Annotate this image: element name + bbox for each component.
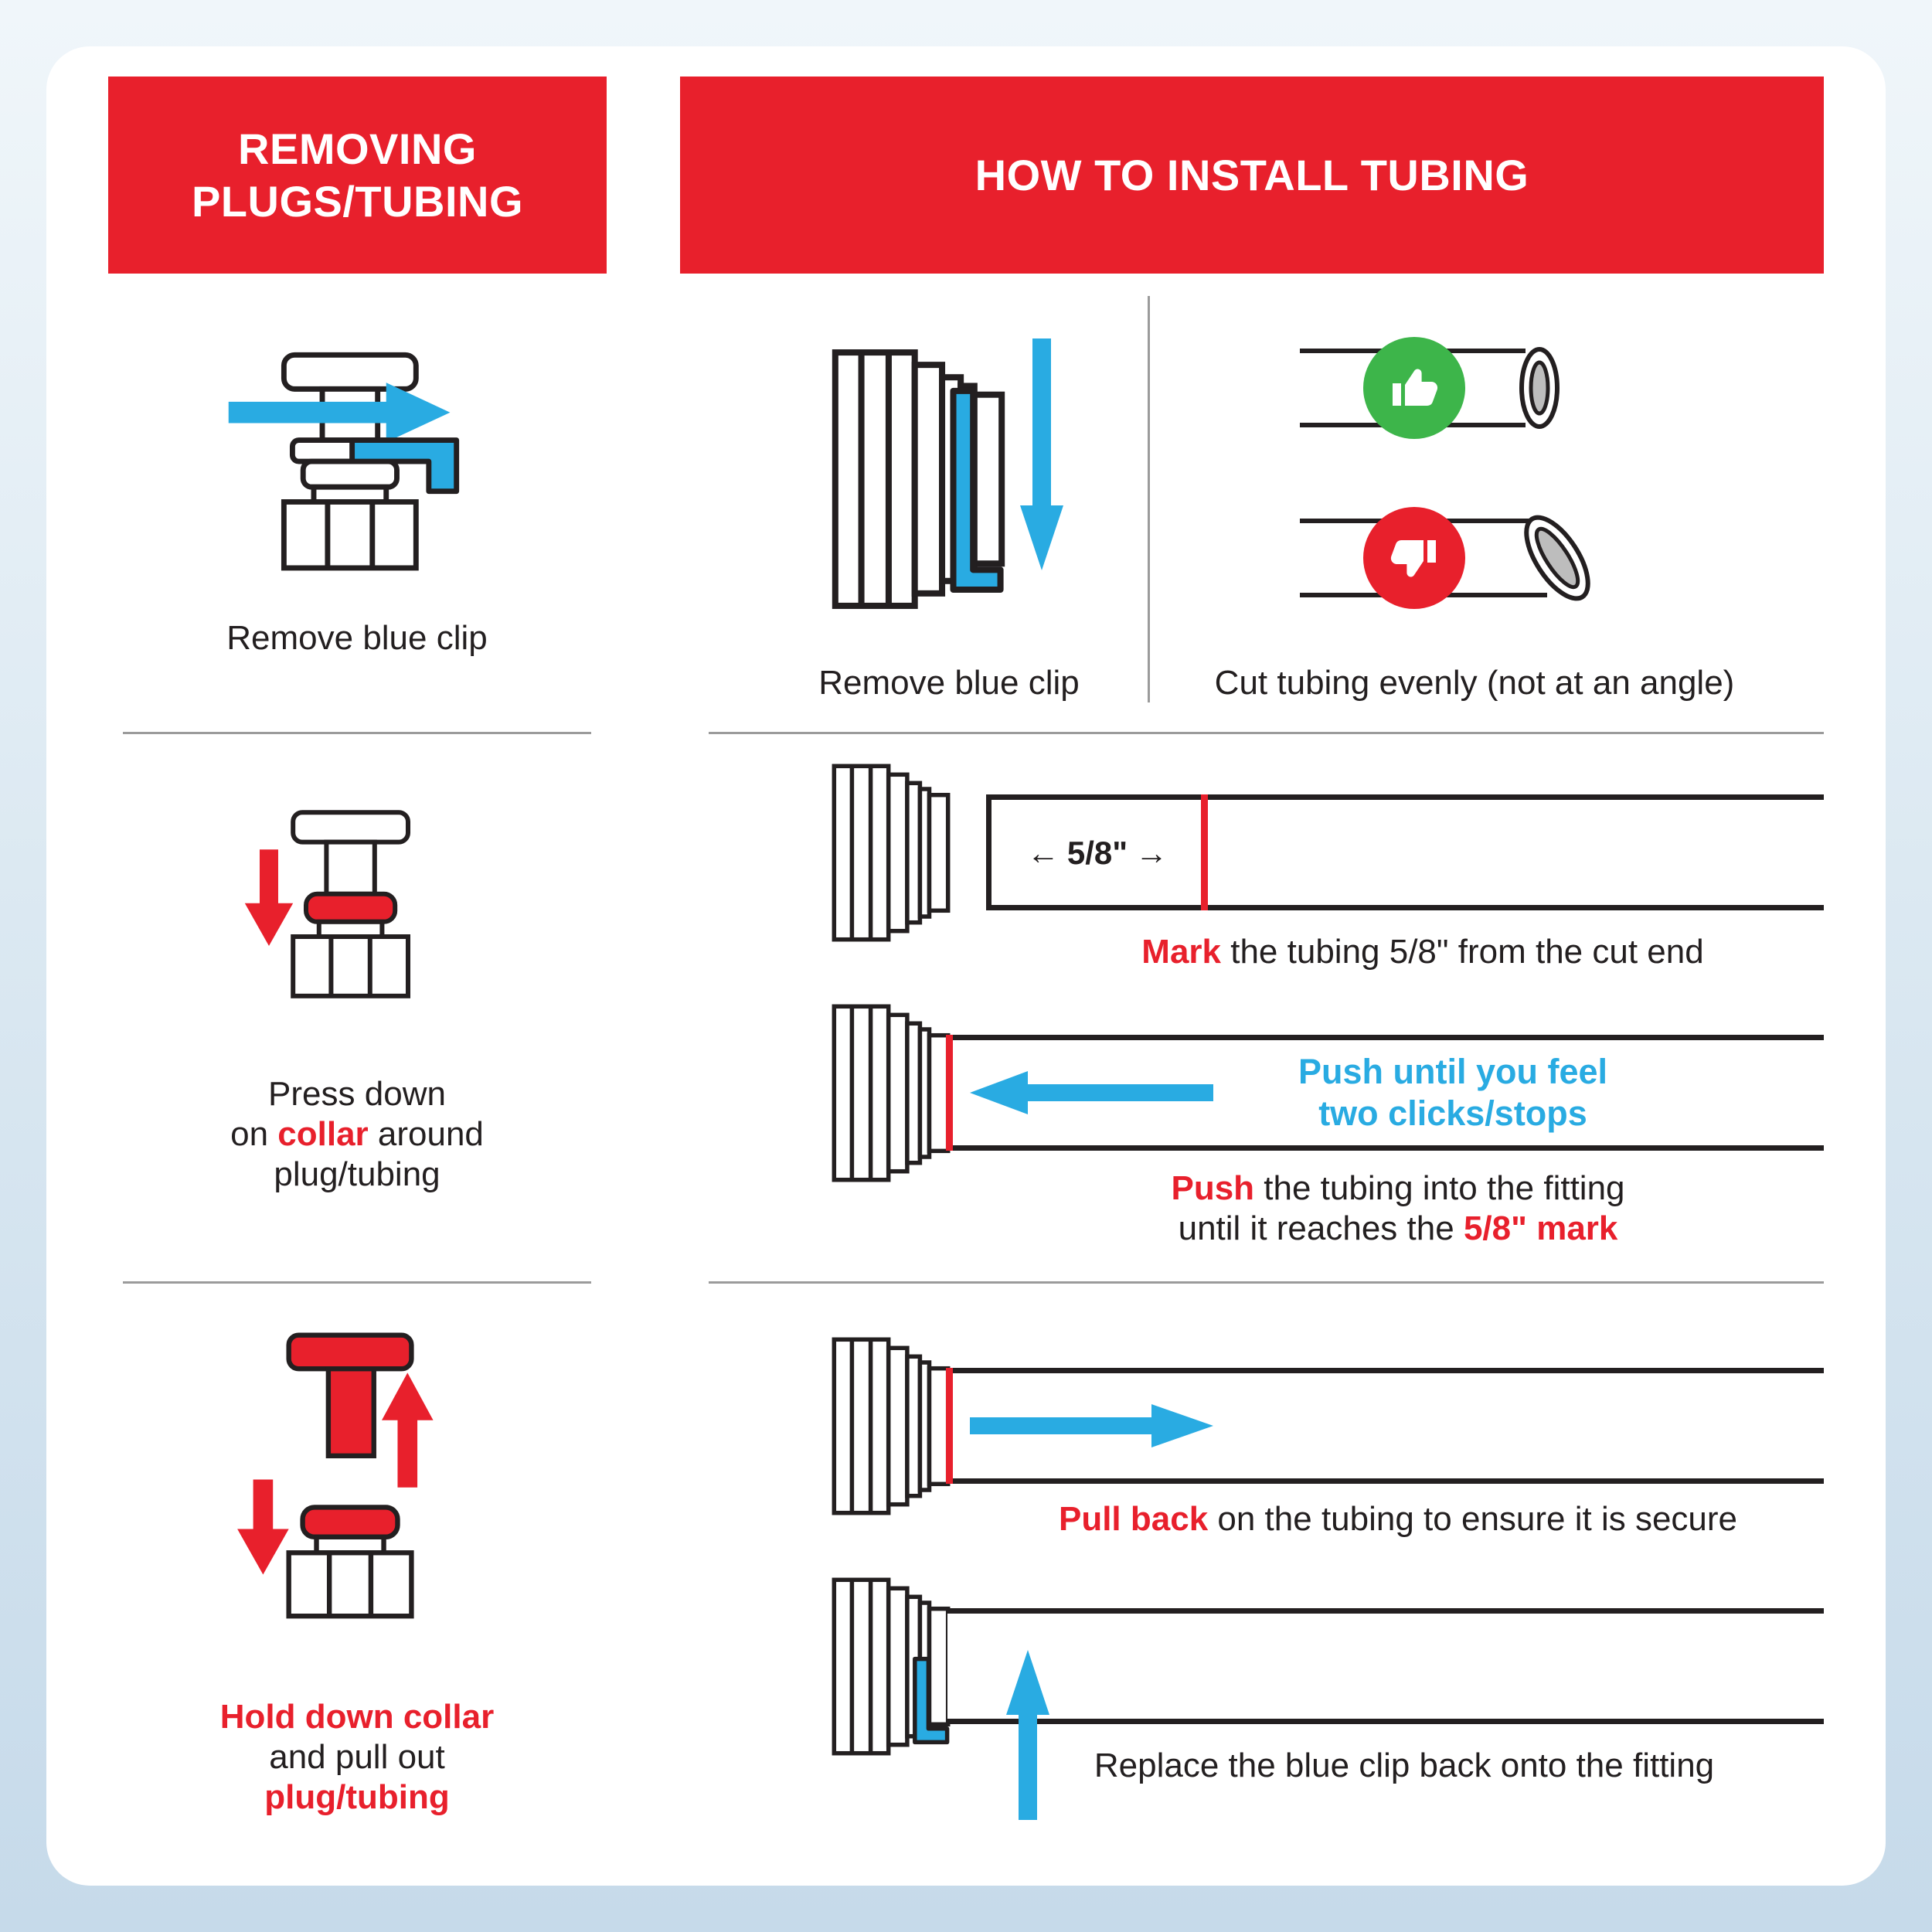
vertical-divider — [1148, 296, 1150, 702]
dim-arrow-right-icon: → — [1135, 835, 1168, 871]
push-note-line1: Push until you feel — [1298, 1052, 1608, 1091]
fitting-body — [293, 812, 408, 996]
arrow-right-icon — [966, 1401, 1221, 1451]
right-divider-2 — [709, 1281, 1824, 1284]
fitting-icon — [832, 1337, 951, 1515]
arrow-down-icon — [1017, 334, 1066, 578]
cut-tubing-icon — [1252, 325, 1870, 626]
pull-caption-line1: Hold down collar — [219, 1698, 495, 1736]
red-collar — [303, 1507, 398, 1536]
remove-clip-vertical-icon — [224, 349, 491, 594]
push-note-line2: two clicks/stops — [1318, 1094, 1587, 1133]
five-eighths-mark — [946, 1035, 953, 1151]
press-caption-line2: on collar around — [230, 1115, 484, 1153]
instruction-card — [46, 46, 1886, 1886]
fitting-with-clip-icon — [832, 349, 1005, 610]
dimension-label — [1027, 835, 1168, 872]
fitting-icon — [832, 764, 951, 942]
pull-back-caption: Pull back on the tubing to ensure it is secure — [1058, 1500, 1738, 1538]
arrow-up-icon — [1003, 1650, 1053, 1824]
measure-text: 5/8" — [1066, 835, 1128, 871]
mark-caption: Mark the tubing 5/8" from the cut end — [1141, 933, 1704, 971]
fitting-body — [834, 1006, 947, 1179]
pull-caption-line2: and pull out — [269, 1738, 445, 1776]
pull-plug-caption — [220, 1697, 494, 1818]
removing-title-line2: PLUGS/TUBING — [191, 176, 524, 226]
press-caption-line3: plug/tubing — [274, 1155, 440, 1193]
dim-arrow-left-icon: ← — [1026, 835, 1060, 871]
push-caption-line2: until it reaches the 5/8" mark — [1178, 1209, 1618, 1247]
press-collar-caption — [230, 1074, 484, 1195]
five-eighths-mark — [946, 1368, 953, 1484]
replace-clip-caption: Replace the blue clip back onto the fitting — [1094, 1747, 1715, 1784]
push-caption-line1: Push the tubing into the fitting — [1171, 1169, 1625, 1207]
press-caption-line1: Press down — [268, 1075, 446, 1113]
pull-plug-icon — [233, 1329, 481, 1626]
removing-title-line1: REMOVING — [238, 124, 477, 173]
left-divider-1 — [123, 732, 591, 734]
remove-clip-caption: Remove blue clip — [818, 664, 1080, 702]
push-note — [1298, 1051, 1607, 1134]
install-panel-header — [680, 77, 1824, 274]
fitting-with-clip-icon — [832, 1577, 951, 1756]
five-eighths-mark — [1201, 794, 1208, 910]
cut-tubing-caption: Cut tubing evenly (not at an angle) — [1214, 664, 1735, 702]
fitting-body — [834, 766, 947, 939]
fitting-body — [289, 1507, 412, 1616]
fitting-body — [834, 1339, 947, 1512]
red-plug — [289, 1335, 412, 1456]
press-collar-icon — [241, 807, 473, 1020]
arrow-down-icon — [245, 849, 293, 946]
arrow-left-icon — [962, 1068, 1217, 1117]
red-collar — [306, 894, 395, 922]
right-divider-1 — [709, 732, 1824, 734]
fitting-icon — [832, 1004, 951, 1182]
left-divider-2 — [123, 1281, 591, 1284]
arrow-up-icon — [382, 1372, 434, 1487]
arrow-down-icon — [237, 1480, 289, 1575]
install-title: HOW TO INSTALL TUBING — [975, 150, 1529, 199]
push-caption — [1171, 1168, 1624, 1249]
pull-caption-line3: plug/tubing — [264, 1778, 450, 1816]
removing-panel-header — [108, 77, 607, 274]
remove-clip-caption: Remove blue clip — [226, 619, 488, 657]
tubing — [947, 1608, 1824, 1724]
